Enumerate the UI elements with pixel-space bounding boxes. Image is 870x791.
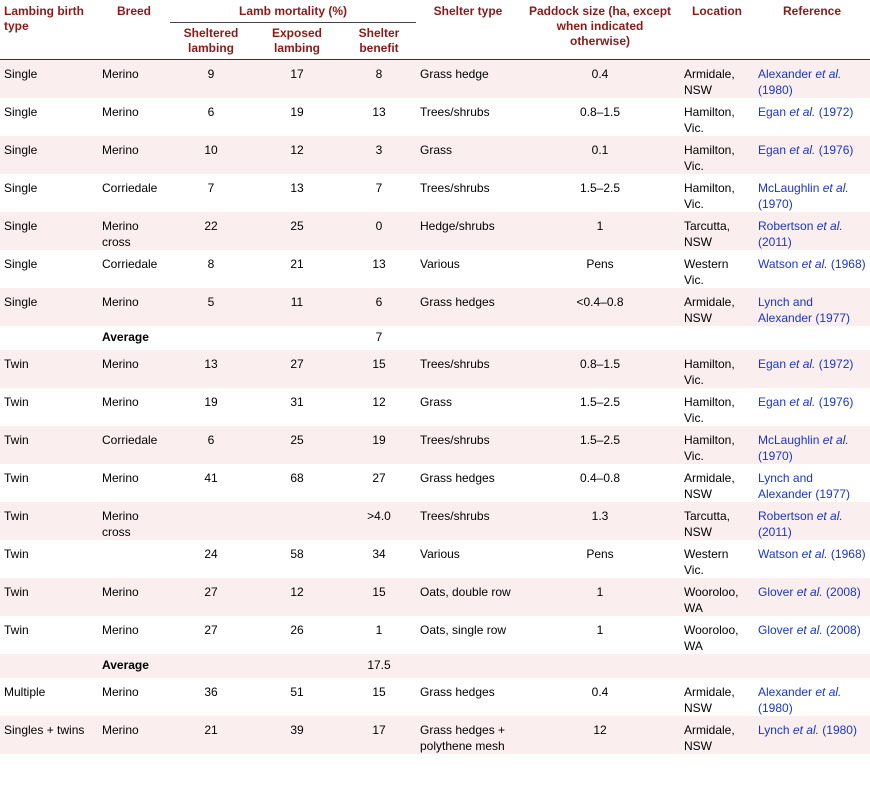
cell-birth-type: Multiple [0, 678, 98, 716]
reference-link-etal[interactable]: et al. [796, 585, 823, 599]
reference-link-etal[interactable]: et al. [822, 433, 849, 447]
reference-link-etal[interactable]: et al. [801, 257, 828, 271]
average-row [0, 326, 870, 350]
table-row [0, 678, 870, 716]
cell-birth-type: Single [0, 250, 98, 288]
cell-exposed: 13 [252, 174, 342, 212]
cell-birth-type: Single [0, 60, 98, 99]
reference-link-year[interactable]: (2008) [822, 585, 861, 599]
reference-link-etal[interactable]: et al. [789, 357, 816, 371]
reference-link-author[interactable]: McLaughlin [758, 433, 823, 447]
cell-shelter-type [416, 654, 520, 678]
reference-link-author[interactable]: Lynch and Alexander (1977) [758, 295, 851, 325]
reference-link-year[interactable]: (1972) [815, 105, 854, 119]
reference-link-etal[interactable]: et al. [815, 67, 842, 81]
cell-paddock-size: 0.4 [520, 60, 680, 99]
cell-location: Armidale, NSW [680, 716, 754, 754]
cell-shelter-type: Grass hedges + polythene mesh [416, 716, 520, 754]
reference-link-year[interactable]: (1968) [827, 547, 866, 561]
header-breed: Breed [116, 4, 151, 18]
header-location: Location [692, 4, 742, 18]
reference-link-author[interactable]: Watson [758, 257, 802, 271]
cell-paddock-size: 0.1 [520, 136, 680, 174]
cell-location: Wooroloo, WA [680, 578, 754, 616]
cell-shelter-type: Trees/shrubs [416, 98, 520, 136]
cell-reference[interactable] [754, 288, 870, 326]
cell-paddock-size: <0.4–0.8 [520, 288, 680, 326]
reference-link-etal[interactable]: et al. [815, 685, 842, 699]
cell-paddock-size: 1.5–2.5 [520, 426, 680, 464]
reference-link-etal[interactable]: et al. [816, 219, 843, 233]
table-row [0, 616, 870, 654]
cell-breed: Merino [98, 98, 170, 136]
reference-link-year[interactable]: (1980) [758, 701, 793, 715]
cell-sheltered: 21 [170, 716, 252, 754]
cell-exposed: 27 [252, 350, 342, 388]
cell-shelter-type: Various [416, 540, 520, 578]
cell-shelter-type: Grass hedges [416, 288, 520, 326]
cell-breed: Merino [98, 388, 170, 426]
cell-paddock-size: Pens [520, 540, 680, 578]
cell-exposed [252, 654, 342, 678]
cell-sheltered: 22 [170, 212, 252, 250]
cell-shelter-type: Trees/shrubs [416, 426, 520, 464]
cell-sheltered: 27 [170, 616, 252, 654]
cell-benefit: 8 [342, 60, 416, 99]
reference-link-author[interactable]: Alexander [758, 685, 816, 699]
reference-link-author[interactable]: Watson [758, 547, 802, 561]
cell-breed: Merino [98, 350, 170, 388]
cell-reference[interactable] [754, 174, 870, 212]
cell-birth-type [0, 654, 98, 678]
table-row [0, 426, 870, 464]
cell-shelter-type [416, 326, 520, 350]
cell-birth-type: Single [0, 136, 98, 174]
reference-link-year[interactable]: (2008) [822, 623, 861, 637]
cell-birth-type: Single [0, 174, 98, 212]
cell-exposed: 11 [252, 288, 342, 326]
table-header [0, 0, 870, 60]
reference-link-author[interactable]: Alexander [758, 67, 816, 81]
cell-exposed: 51 [252, 678, 342, 716]
reference-link-etal[interactable]: et al. [789, 143, 816, 157]
cell-paddock-size [520, 654, 680, 678]
cell-location: Hamilton, Vic. [680, 426, 754, 464]
cell-reference[interactable] [754, 388, 870, 426]
cell-sheltered: 5 [170, 288, 252, 326]
cell-shelter-type: Trees/shrubs [416, 502, 520, 540]
cell-benefit: 3 [342, 136, 416, 174]
cell-shelter-type: Trees/shrubs [416, 174, 520, 212]
cell-paddock-size: 0.8–1.5 [520, 350, 680, 388]
cell-shelter-type: Trees/shrubs [416, 350, 520, 388]
cell-paddock-size: 1 [520, 578, 680, 616]
cell-shelter-type: Grass [416, 136, 520, 174]
cell-sheltered: 13 [170, 350, 252, 388]
reference-link-year[interactable]: (1970) [758, 449, 793, 463]
table-row [0, 250, 870, 288]
cell-location: Armidale, NSW [680, 678, 754, 716]
cell-breed: Average [98, 654, 170, 678]
cell-shelter-type: Oats, single row [416, 616, 520, 654]
cell-birth-type: Twin [0, 464, 98, 502]
cell-location: Tarcutta, NSW [680, 212, 754, 250]
cell-benefit: 15 [342, 578, 416, 616]
cell-location: Western Vic. [680, 540, 754, 578]
cell-sheltered: 10 [170, 136, 252, 174]
cell-breed: Corriedale [98, 174, 170, 212]
cell-reference[interactable] [754, 616, 870, 654]
cell-breed: Merino [98, 60, 170, 99]
cell-location: Wooroloo, WA [680, 616, 754, 654]
cell-birth-type: Twin [0, 426, 98, 464]
cell-shelter-type: Oats, double row [416, 578, 520, 616]
cell-sheltered [170, 502, 252, 540]
cell-location: Armidale, NSW [680, 60, 754, 99]
cell-exposed: 17 [252, 60, 342, 99]
reference-link-author[interactable]: Glover [758, 623, 797, 637]
cell-benefit: 17 [342, 716, 416, 754]
cell-birth-type: Twin [0, 578, 98, 616]
reference-link-etal[interactable]: et al. [789, 105, 816, 119]
cell-benefit: >4.0 [342, 502, 416, 540]
cell-shelter-type: Grass hedges [416, 464, 520, 502]
reference-link-etal[interactable]: et al. [822, 181, 849, 195]
cell-breed: Merino [98, 136, 170, 174]
cell-breed: Merino [98, 464, 170, 502]
header-shelter-type: Shelter type [433, 4, 503, 18]
reference-link-etal[interactable]: et al. [792, 723, 819, 737]
cell-breed: Merino cross [98, 502, 170, 540]
cell-sheltered: 19 [170, 388, 252, 426]
cell-birth-type: Twin [0, 616, 98, 654]
cell-birth-type: Twin [0, 502, 98, 540]
cell-reference[interactable] [754, 60, 870, 99]
reference-link-author[interactable]: Lynch and Alexander (1977) [758, 471, 851, 501]
reference-link-year[interactable]: (1970) [758, 197, 793, 211]
reference-link-author[interactable]: McLaughlin [758, 181, 823, 195]
cell-exposed: 25 [252, 426, 342, 464]
cell-breed: Merino [98, 678, 170, 716]
table-row [0, 540, 870, 578]
cell-benefit: 6 [342, 288, 416, 326]
cell-paddock-size [520, 326, 680, 350]
cell-benefit: 12 [342, 388, 416, 426]
cell-sheltered: 36 [170, 678, 252, 716]
table-row [0, 174, 870, 212]
cell-location: Tarcutta, NSW [680, 502, 754, 540]
table-row [0, 716, 870, 754]
reference-link-year[interactable]: (1976) [815, 395, 854, 409]
reference-link-year[interactable]: (2011) [758, 525, 792, 539]
cell-benefit: 17.5 [342, 654, 416, 678]
cell-exposed: 25 [252, 212, 342, 250]
cell-breed: Merino cross [98, 212, 170, 250]
cell-birth-type: Twin [0, 350, 98, 388]
cell-location: Armidale, NSW [680, 288, 754, 326]
reference-link-author[interactable]: Robertson [758, 219, 817, 233]
cell-benefit: 15 [342, 678, 416, 716]
reference-link-author[interactable]: Egan [758, 105, 790, 119]
reference-link-author[interactable]: Egan [758, 357, 790, 371]
reference-link-etal[interactable]: et al. [801, 547, 828, 561]
table-row [0, 60, 870, 99]
cell-location: Hamilton, Vic. [680, 98, 754, 136]
cell-sheltered: 6 [170, 98, 252, 136]
cell-paddock-size: 0.4 [520, 678, 680, 716]
cell-breed: Merino [98, 616, 170, 654]
reference-link-year[interactable]: (1968) [827, 257, 866, 271]
cell-birth-type: Twin [0, 540, 98, 578]
cell-exposed [252, 502, 342, 540]
table-row [0, 350, 870, 388]
cell-reference [754, 654, 870, 678]
cell-benefit: 13 [342, 250, 416, 288]
cell-sheltered: 8 [170, 250, 252, 288]
table-row [0, 98, 870, 136]
header-shelter-benefit: Shelter benefit [358, 26, 400, 55]
reference-link-year[interactable]: (1980) [818, 723, 857, 737]
cell-location: Hamilton, Vic. [680, 174, 754, 212]
reference-link-year[interactable]: (1980) [758, 83, 793, 97]
cell-reference[interactable] [754, 502, 870, 540]
cell-benefit: 19 [342, 426, 416, 464]
cell-breed: Merino [98, 578, 170, 616]
table-row [0, 388, 870, 426]
cell-benefit: 0 [342, 212, 416, 250]
cell-reference[interactable] [754, 212, 870, 250]
cell-benefit: 7 [342, 174, 416, 212]
cell-exposed: 58 [252, 540, 342, 578]
cell-benefit: 1 [342, 616, 416, 654]
cell-reference[interactable] [754, 98, 870, 136]
cell-reference[interactable] [754, 426, 870, 464]
reference-link-etal[interactable]: et al. [789, 395, 816, 409]
average-row [0, 654, 870, 678]
cell-breed: Merino [98, 716, 170, 754]
cell-sheltered: 7 [170, 174, 252, 212]
cell-sheltered [170, 654, 252, 678]
cell-location: Hamilton, Vic. [680, 388, 754, 426]
cell-reference [754, 326, 870, 350]
table-body [0, 60, 870, 755]
cell-sheltered: 41 [170, 464, 252, 502]
cell-paddock-size: 1.5–2.5 [520, 174, 680, 212]
cell-paddock-size: 1.5–2.5 [520, 388, 680, 426]
header-reference: Reference [782, 4, 842, 18]
cell-reference[interactable] [754, 250, 870, 288]
reference-link-etal[interactable]: et al. [796, 623, 823, 637]
reference-link-author[interactable]: Egan [758, 143, 790, 157]
cell-birth-type: Single [0, 212, 98, 250]
cell-sheltered [170, 326, 252, 350]
cell-exposed: 26 [252, 616, 342, 654]
cell-benefit: 13 [342, 98, 416, 136]
reference-link-author[interactable]: Egan [758, 395, 790, 409]
table-row [0, 212, 870, 250]
cell-exposed: 12 [252, 578, 342, 616]
cell-reference[interactable] [754, 464, 870, 502]
cell-breed: Corriedale [98, 426, 170, 464]
table-row [0, 502, 870, 540]
cell-benefit: 15 [342, 350, 416, 388]
cell-location: Western Vic. [680, 250, 754, 288]
header-lamb-mortality: Lamb mortality (%) [170, 0, 416, 23]
reference-link-year[interactable]: (1976) [815, 143, 854, 157]
header-lambing-birth-type: Lambing birth type [4, 4, 84, 33]
cell-birth-type: Twin [0, 388, 98, 426]
cell-shelter-type: Grass [416, 388, 520, 426]
cell-sheltered: 27 [170, 578, 252, 616]
cell-sheltered: 9 [170, 60, 252, 99]
cell-breed: Corriedale [98, 250, 170, 288]
header-exposed-lambing: Exposed lambing [271, 26, 322, 55]
cell-benefit: 34 [342, 540, 416, 578]
cell-location: Armidale, NSW [680, 464, 754, 502]
reference-link-author[interactable]: Robertson [758, 509, 817, 523]
cell-breed: Merino [98, 288, 170, 326]
cell-paddock-size: 12 [520, 716, 680, 754]
header-sheltered-lambing: Sheltered lambing [183, 26, 239, 55]
cell-shelter-type: Grass hedges [416, 678, 520, 716]
cell-location: Hamilton, Vic. [680, 350, 754, 388]
cell-breed [98, 540, 170, 578]
header-paddock-size: Paddock size (ha, except when indicated otherwise) [528, 4, 672, 48]
cell-exposed: 31 [252, 388, 342, 426]
reference-link-author[interactable]: Glover [758, 585, 797, 599]
cell-benefit: 7 [342, 326, 416, 350]
cell-exposed: 21 [252, 250, 342, 288]
cell-paddock-size: 1.3 [520, 502, 680, 540]
cell-reference[interactable] [754, 540, 870, 578]
cell-location: Hamilton, Vic. [680, 136, 754, 174]
cell-shelter-type: Various [416, 250, 520, 288]
cell-birth-type [0, 326, 98, 350]
cell-location [680, 326, 754, 350]
cell-birth-type: Singles + twins [0, 716, 98, 754]
cell-exposed [252, 326, 342, 350]
cell-paddock-size: 0.8–1.5 [520, 98, 680, 136]
cell-reference[interactable] [754, 678, 870, 716]
cell-exposed: 39 [252, 716, 342, 754]
cell-reference[interactable] [754, 136, 870, 174]
cell-shelter-type: Hedge/shrubs [416, 212, 520, 250]
cell-exposed: 12 [252, 136, 342, 174]
table-row [0, 288, 870, 326]
cell-exposed: 68 [252, 464, 342, 502]
cell-paddock-size: 1 [520, 616, 680, 654]
table-row [0, 578, 870, 616]
table-row [0, 464, 870, 502]
reference-link-author[interactable]: Lynch [758, 723, 793, 737]
reference-link-year[interactable]: (2011) [758, 235, 792, 249]
reference-link-year[interactable]: (1972) [815, 357, 854, 371]
cell-reference[interactable] [754, 350, 870, 388]
cell-birth-type: Single [0, 98, 98, 136]
cell-breed: Average [98, 326, 170, 350]
cell-paddock-size: 1 [520, 212, 680, 250]
reference-link-etal[interactable]: et al. [816, 509, 843, 523]
cell-paddock-size: 0.4–0.8 [520, 464, 680, 502]
cell-sheltered: 6 [170, 426, 252, 464]
cell-location [680, 654, 754, 678]
cell-reference[interactable] [754, 716, 870, 754]
cell-benefit: 27 [342, 464, 416, 502]
cell-exposed: 19 [252, 98, 342, 136]
cell-paddock-size: Pens [520, 250, 680, 288]
cell-reference[interactable] [754, 578, 870, 616]
cell-birth-type: Single [0, 288, 98, 326]
table-row [0, 136, 870, 174]
cell-shelter-type: Grass hedge [416, 60, 520, 99]
cell-sheltered: 24 [170, 540, 252, 578]
